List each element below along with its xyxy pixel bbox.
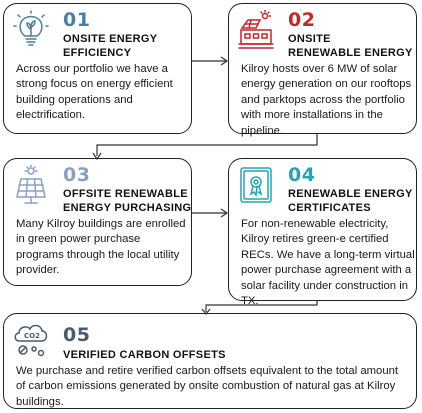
card-title xyxy=(63,348,226,362)
arrow-04-to-05 xyxy=(195,299,325,316)
card-title xyxy=(288,32,413,60)
solar-building-icon xyxy=(238,10,274,50)
svg-text:CO2: CO2 xyxy=(24,332,40,340)
card-onsite-energy-efficiency xyxy=(3,3,192,134)
arrow-01-to-02 xyxy=(190,55,230,67)
card-title-line: RENEWABLE ENERGY xyxy=(288,188,413,200)
co2-cloud-icon xyxy=(13,319,49,359)
card-verified-carbon-offsets xyxy=(3,313,417,409)
card-title-line: CERTIFICATES xyxy=(288,202,371,214)
card-description: Across our portfolio we have a strong focus on energy efficient building operations and electrification. xyxy=(16,63,173,122)
card-offsite-renewable-energy-purchasing xyxy=(3,158,192,286)
card-description: Many Kilroy buildings are enrolled in green power purchase programs through the local utility provider. xyxy=(16,218,186,277)
card-title xyxy=(288,187,413,215)
card-onsite-renewable-energy xyxy=(228,3,417,137)
card-description: Kilroy hosts over 6 MW of solar energy generation on our rooftops and parktops across the portfolio with more installations in the pipeline. xyxy=(241,63,412,137)
card-number: 01 xyxy=(63,9,91,31)
card-title xyxy=(63,187,191,215)
card-renewable-energy-certificates xyxy=(228,158,417,308)
certificate-icon xyxy=(238,165,274,205)
card-title-line: ENERGY PURCHASING xyxy=(63,202,192,214)
card-title-line: ONSITE xyxy=(288,33,331,45)
arrow-02-to-03 xyxy=(80,133,325,161)
card-description: We purchase and retire verified carbon offsets equivalent to the total amount of carbon emissions generated by onsite combustion of natural gas at Kilroy buildings. xyxy=(16,365,399,408)
card-number: 03 xyxy=(63,164,91,186)
card-number: 04 xyxy=(288,164,316,186)
card-description: For non-renewable electricity, Kilroy retires green-e certified RECs. We have a long-term virtual power purchase agreement with a solar facility under construction in TX. xyxy=(241,218,415,308)
card-title-line: VERIFIED CARBON OFFSETS xyxy=(63,349,226,361)
lightbulb-plant-icon xyxy=(13,10,49,50)
card-title-line: RENEWABLE ENERGY xyxy=(288,47,413,59)
card-title-line: EFFICIENCY xyxy=(63,47,132,59)
solar-panel-icon xyxy=(13,165,49,205)
arrow-03-to-04 xyxy=(190,207,230,219)
card-title-line: ONSITE ENERGY xyxy=(63,33,158,45)
card-title xyxy=(63,32,157,60)
card-number: 02 xyxy=(288,9,316,31)
card-title-line: OFFSITE RENEWABLE xyxy=(63,188,188,200)
card-number: 05 xyxy=(63,324,91,346)
